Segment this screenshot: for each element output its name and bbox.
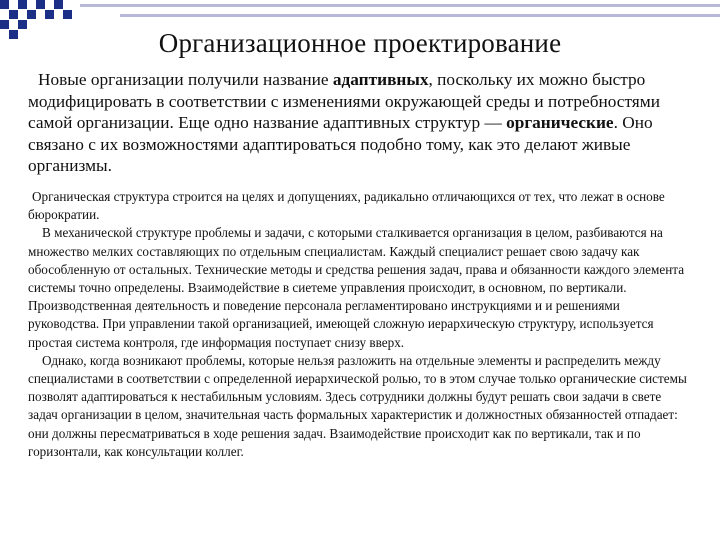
slide-title: Организационное проектирование [158,28,562,58]
paragraph-organic-systems: Однако, когда возникают проблемы, которые нельзя разложить на отдельные элементы и распределить между специалистами в соответствии с определенной иерархической ролью, то в этом случае только органические системы позволят адаптироваться к нестабильным условиям. Здесь сотрудники должны будут решать свои задачи в свете задач организации в целом, значительная часть формальных характеристик и должностных обязанностей отпадает: они должны пересматриваться в ходе решения задач. Взаимодействие происходит как по вертикали, так и по горизонтали, как консультации коллег. [28,352,687,459]
intro-text-2: , поскольку их можно быстро модифицировать в соответствии с изменениями окружающей среды и потребностями самой организации. Еще одно название адаптивных структур — [28,70,660,132]
intro-paragraph [28,69,692,177]
intro-text-1: Новые организации получили название [38,70,333,89]
body-text [28,188,694,461]
paragraph-mechanical-structure: В механической структуре проблемы и задачи, с которыми сталкивается организация в целом, разбиваются на множество мелких составляющих по отдельным специалистам. Каждый специалист решает свою задачу как обособленную от остальных. Технические методы и средства решения задач, права и обязанности каждого элемента системы точно определены. Взаимодействие в сиетеме управления происходит, в основном, по вертикали. Производственная деятельность и поведение персонала регламентировано инструкциями и и решениями руководства. При управлении такой организацией, имеющей сложную иерархическую структуру, используется простая система контроля, где информация поступает снизу вверх. [28,225,685,350]
term-organic: органические [506,113,614,132]
term-adaptive: адаптивных [332,70,429,89]
paragraph-organic-structure: Органическая структура строится на целях и допущениях, радикально отличающихся от тех, что лежат в основе бюрократии. [28,189,665,223]
intro-text-3: . Оно связано с их возможностями адаптироваться подобно тому, как это делают живые организмы. [28,113,653,175]
